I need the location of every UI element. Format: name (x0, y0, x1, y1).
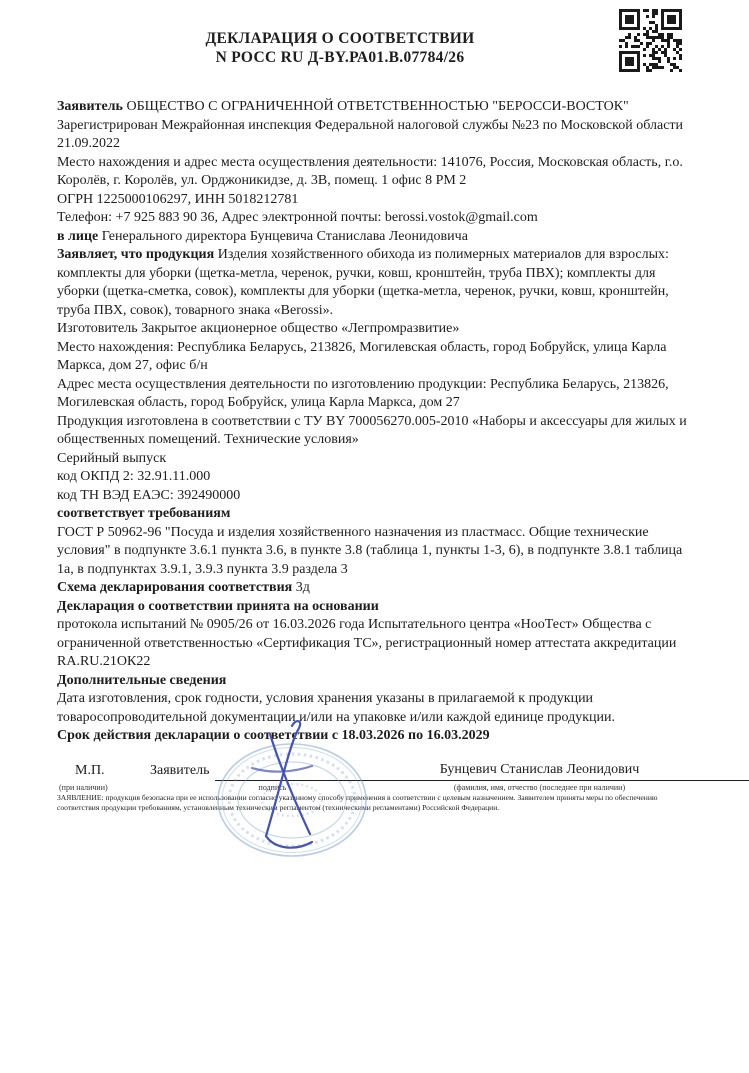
stamp-note: (при наличии) (59, 782, 108, 792)
applicant-address-paragraph: Место нахождения и адрес места осуществления деятельности: 141076, Россия, Московская область, г.о. Королёв, г. Королёв, ул. Орджоникидзе, д. 3В, помещ. 1 офис 8 РМ 2 (57, 154, 683, 188)
title-line-1: ДЕКЛАРАЦИЯ О СООТВЕТСТВИИ (205, 30, 475, 47)
additional-info-heading: Дополнительные сведения (57, 672, 227, 688)
okpd-code-paragraph: код ОКПД 2: 32.91.11.000 (57, 469, 211, 484)
signature-block (57, 760, 693, 793)
gost-requirements-paragraph: ГОСТ Р 50962-96 "Посуда и изделия хозяйственного назначения из пластмасс. Общие технические условия" в подпункте 3.6.1 пункта 3.6, в пункте 3.8 (таблица 1, пункты 1-3, 6), в подпункте 3.8.1 таблица 1а, в подпунктах 3.9.1, 3.9.3 пункта 3.9 раздела 3 (57, 524, 683, 577)
manufacturer-paragraph: Изготовитель Закрытое акционерное общество «Легпромразвитие» (57, 321, 460, 336)
serial-production-paragraph: Серийный выпуск (57, 450, 167, 466)
safety-statement: ЗАЯВЛЕНИЕ: продукция безопасна при ее использовании согласно указанному способу применения в соответствии с целевым назначением. Заявителем приняты меры по обеспечению соответствия продукции требованиям, установленным техническим регламентом (техническими регламентами) Российской Федерации. (57, 792, 658, 812)
document-body (57, 98, 693, 813)
applicant-role-label: Заявитель (150, 763, 210, 778)
name-note: (фамилия, имя, отчество (последнее при наличии) (453, 782, 626, 792)
signature-note: подпись (258, 782, 287, 792)
declaration-number: N РОСС RU Д-BY.РА01.B.07784/26 (215, 48, 465, 66)
manufacturer-address-paragraph: Место нахождения: Республика Беларусь, 213826, Могилевская область, город Бобруйск, улица Карла Маркса, дом 27, офис б/н (57, 339, 667, 373)
document-title (0, 30, 680, 67)
registration-paragraph: Зарегистрирован Межрайонная инспекция Федеральной налоговой службы №23 по Московской области 21.09.2022 (57, 117, 684, 151)
production-address-paragraph: Адрес места осуществления деятельности по изготовлению продукции: Республика Беларусь, 213826, Могилевская область, город Бобруйск, улица Карла Маркса, дом 27 (57, 376, 669, 410)
product-declaration-paragraph: Заявляет, что продукция Изделия хозяйственного обихода из полимерных материалов для взрослых: комплекты для уборки (щетка-метла, черенок, ручки, ковш, кронштейн, труба ПВХ); комплекты для уборки (щетка-сметка, совок), комплекты для уборки (щетка-метла, черенок, ручки, ковш, кронштейн, труба ПВХ, совок), товарного знака «Berossi». (57, 247, 669, 318)
validity-period: Срок действия декларации о соответствии с 18.03.2026 по 16.03.2029 (57, 728, 490, 743)
represented-by-paragraph: в лице Генерального директора Бунцевича Станислава Леонидовича (57, 228, 468, 244)
signature-row (57, 760, 693, 781)
applicant-paragraph: Заявитель ОБЩЕСТВО С ОГРАНИЧЕННОЙ ОТВЕТСТВЕННОСТЬЮ "БЕРОССИ-ВОСТОК" (57, 99, 629, 114)
basis-heading: Декларация о соответствии принята на основании (57, 598, 379, 614)
test-protocol-paragraph: протокола испытаний № 0905/26 от 16.03.2026 года Испытательного центра «НооТест» Общества с ограниченной ответственностью «Сертификация ТС», регистрационный номер аттестата аккредитации RA.RU.21ОК22 (57, 617, 677, 669)
phone-email-paragraph: Телефон: +7 925 883 90 36, Адрес электронной почты: berossi.vostok@gmail.com (57, 210, 538, 225)
ogrn-inn-paragraph: ОГРН 1225000106297, ИНН 5018212781 (57, 191, 299, 207)
declaration-scheme-paragraph: Схема декларирования соответствия 3д (57, 580, 310, 595)
qr-code-icon (619, 9, 682, 72)
stamp-place-label: М.П. (75, 763, 105, 778)
additional-info-paragraph: Дата изготовления, срок годности, условия хранения указаны в прилагаемой к продукции товаросопроводительной документации и/или на упаковке и/или каждой единице продукции. (57, 691, 616, 725)
tnved-code-paragraph: код ТН ВЭД ЕАЭС: 392490000 (57, 487, 241, 503)
tu-standard-paragraph: Продукция изготовлена в соответствии с ТУ BY 700056270.005-2010 «Наборы и аксессуары для жилых и общественных помещений. Технические условия» (57, 413, 687, 447)
signature-line (215, 760, 330, 781)
signature-notes-row (57, 783, 693, 793)
conforms-heading: соответствует требованиям (57, 506, 231, 521)
signatory-name: Бунцевич Станислав Леонидович (330, 761, 749, 781)
